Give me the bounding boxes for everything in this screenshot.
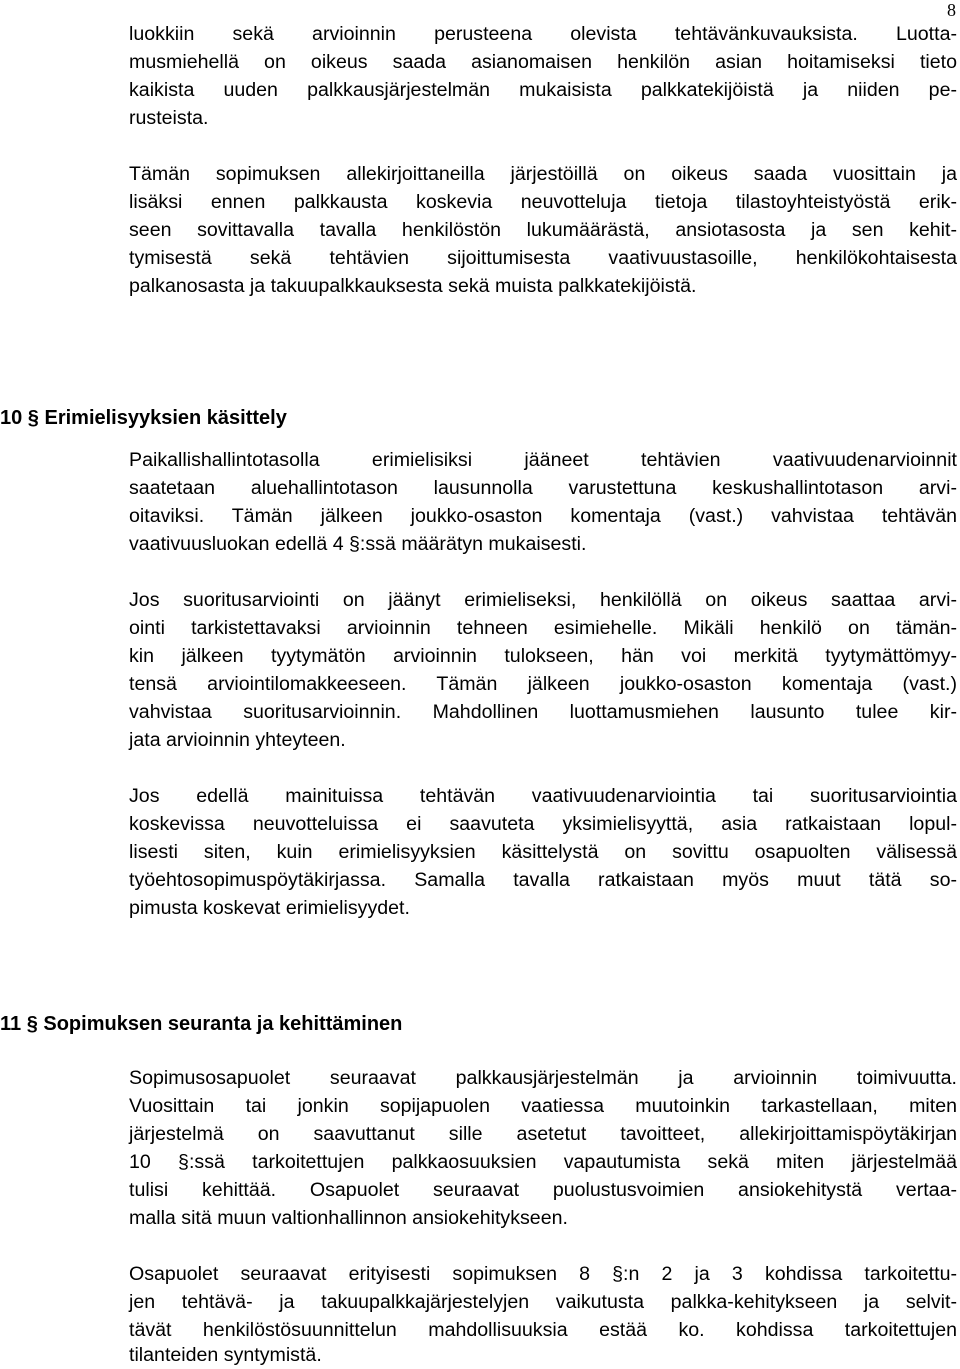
paragraph-line: musmiehellä on oikeus saada asianomaisen henkilön asian hoitamiseksi tieto bbox=[129, 51, 957, 73]
paragraph-line: saatetaan aluehallintotason lausunnolla varustettuna keskushallintotason arvi- bbox=[129, 477, 957, 499]
paragraph-line: kin jälkeen tyytymätön arvioinnin tulokseen, hän voi merkitä tyytymättömyy- bbox=[129, 645, 957, 667]
paragraph-line: Paikallishallintotasolla erimielisiksi jääneet tehtävien vaativuudenarvioinnit bbox=[129, 449, 957, 471]
paragraph-line: tymisestä sekä tehtävien sijoittumisesta vaativuustasoille, henkilökohtaisesta bbox=[129, 247, 957, 269]
paragraph-line: Vuosittain tai jonkin sopijapuolen vaatiessa muutoinkin tarkastellaan, miten bbox=[129, 1095, 957, 1117]
paragraph-line: jata arvioinnin yhteyteen. bbox=[129, 729, 346, 751]
paragraph-line: luokkiin sekä arvioinnin perusteena olevista tehtävänkuvauksista. Luotta- bbox=[129, 23, 957, 45]
paragraph-line: pimusta koskevat erimielisyydet. bbox=[129, 897, 410, 919]
paragraph-line: Sopimusosapuolet seuraavat palkkausjärjestelmän ja arvioinnin toimivuutta. bbox=[129, 1067, 957, 1089]
section-heading-10: 10 § Erimielisyyksien käsittely bbox=[0, 407, 287, 429]
paragraph-line: lisäksi ennen palkkausta koskevia neuvotteluja tietoja tilastoyhteistyöstä erik- bbox=[129, 191, 957, 213]
paragraph-line: Jos edellä mainituissa tehtävän vaativuudenarviointia tai suoritusarviointia bbox=[129, 785, 957, 807]
paragraph-line: Osapuolet seuraavat erityisesti sopimuksen 8 §:n 2 ja 3 kohdissa tarkoitettu- bbox=[129, 1263, 957, 1285]
page-number: 8 bbox=[947, 0, 956, 20]
paragraph-line: tulisi kehittää. Osapuolet seuraavat puolustusvoimien ansiokehitystä vertaa- bbox=[129, 1179, 957, 1201]
paragraph-line: kaikista uuden palkkausjärjestelmän mukaisista palkkatekijöistä ja niiden pe- bbox=[129, 79, 957, 101]
paragraph-line: tensä arviointilomakkeeseen. Tämän jälkeen joukko-osaston komentaja (vast.) bbox=[129, 673, 957, 695]
paragraph-line: työehtosopimuspöytäkirjassa. Samalla tavalla ratkaistaan myös muut tätä so- bbox=[129, 869, 957, 891]
section-heading-11: 11 § Sopimuksen seuranta ja kehittäminen bbox=[0, 1013, 403, 1035]
paragraph-line: lisesti siten, kuin erimielisyyksien käsittelystä on sovittu osapuolten välisessä bbox=[129, 841, 957, 863]
paragraph-line: vaativuusluokan edellä 4 §:ssä määrätyn mukaisesti. bbox=[129, 533, 587, 555]
paragraph-line: jen tehtävä- ja takuupalkkajärjestelyjen vaikutusta palkka-kehitykseen ja selvit- bbox=[129, 1291, 957, 1313]
paragraph-line: koskevissa neuvotteluissa ei saavuteta yksimielisyyttä, asia ratkaistaan lopul- bbox=[129, 813, 957, 835]
paragraph-line: seen sovittavalla tavalla henkilöstön lukumäärästä, ansiotasosta ja sen kehit- bbox=[129, 219, 957, 241]
paragraph-line: palkanosasta ja takuupalkkauksesta sekä muista palkkatekijöistä. bbox=[129, 275, 697, 297]
paragraph-line: Tämän sopimuksen allekirjoittaneilla järjestöillä on oikeus saada vuosittain ja bbox=[129, 163, 957, 185]
paragraph-line: vahvistaa suoritusarvioinnin. Mahdollinen luottamusmiehen lausunto tulee kir- bbox=[129, 701, 957, 723]
paragraph-line: tilanteiden syntymistä. bbox=[129, 1344, 322, 1366]
paragraph-line: ointi tarkistettavaksi arvioinnin tehneen esimiehelle. Mikäli henkilö on tämän- bbox=[129, 617, 957, 639]
paragraph-line: malla sitä muun valtionhallinnon ansiokehitykseen. bbox=[129, 1207, 568, 1229]
paragraph-line: tävät henkilöstösuunnittelun mahdollisuuksia estää ko. kohdissa tarkoitettujen bbox=[129, 1319, 957, 1341]
paragraph-line: rusteista. bbox=[129, 107, 209, 129]
paragraph-line: oitaviksi. Tämän jälkeen joukko-osaston komentaja (vast.) vahvistaa tehtävän bbox=[129, 505, 957, 527]
paragraph-line: Jos suoritusarviointi on jäänyt erimieliseksi, henkilöllä on oikeus saattaa arvi- bbox=[129, 589, 957, 611]
paragraph-line: järjestelmä on saavuttanut sille asetetut tavoitteet, allekirjoittamispöytäkirjan bbox=[129, 1123, 957, 1145]
paragraph-line: 10 §:ssä tarkoitettujen palkkaosuuksien vapautumista sekä miten järjestelmää bbox=[129, 1151, 957, 1173]
